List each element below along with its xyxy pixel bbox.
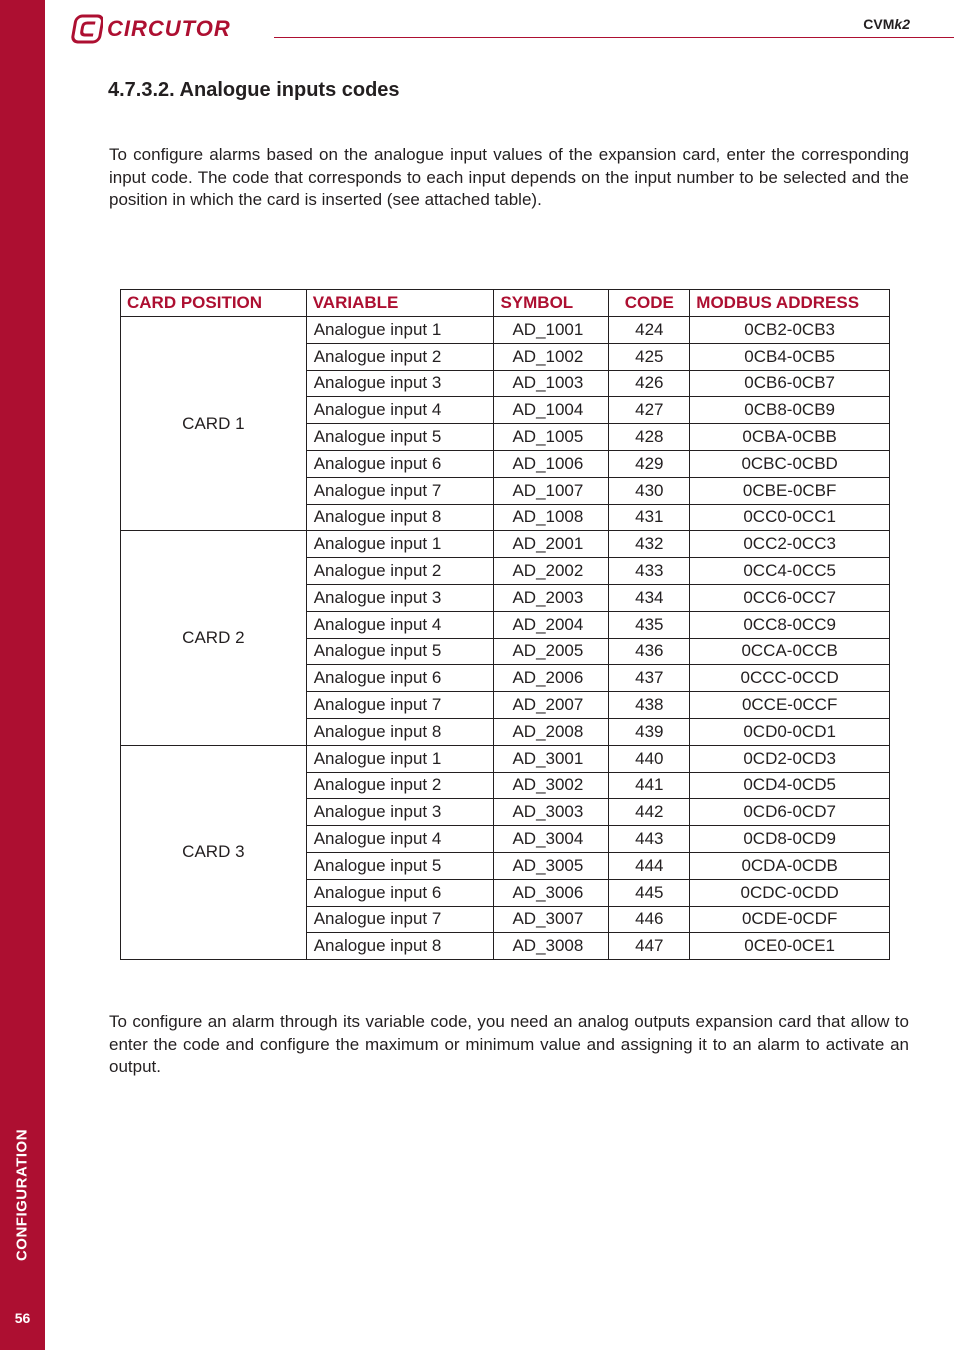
section-label: CONFIGURATION: [13, 1128, 31, 1262]
symbol-cell: AD_3004: [494, 826, 609, 853]
symbol-cell: AD_1001: [494, 317, 609, 344]
sidebar: [0, 0, 45, 1350]
product-name: [863, 16, 910, 32]
code-cell: 429: [609, 450, 690, 477]
code-cell: 447: [609, 933, 690, 960]
code-cell: 439: [609, 718, 690, 745]
analogue-inputs-table: [120, 289, 890, 960]
variable-cell: Analogue input 4: [306, 611, 494, 638]
code-cell: 432: [609, 531, 690, 558]
modbus-address-cell: 0CB6-0CB7: [690, 370, 890, 397]
variable-cell: Analogue input 6: [306, 665, 494, 692]
code-cell: 425: [609, 343, 690, 370]
brand-name: CIRCUTOR: [107, 16, 231, 41]
variable-cell: Analogue input 6: [306, 450, 494, 477]
code-cell: 438: [609, 692, 690, 719]
modbus-address-cell: 0CC2-0CC3: [690, 531, 890, 558]
variable-cell: Analogue input 2: [306, 343, 494, 370]
symbol-cell: AD_3001: [494, 745, 609, 772]
circutor-logo-icon: [71, 13, 103, 45]
header-card-position: CARD POSITION: [121, 290, 307, 317]
header-code: CODE: [609, 290, 690, 317]
modbus-address-cell: 0CD4-0CD5: [690, 772, 890, 799]
table-row: [121, 531, 890, 558]
variable-cell: Analogue input 5: [306, 424, 494, 451]
code-cell: 434: [609, 584, 690, 611]
card-position-cell: CARD 3: [121, 745, 307, 959]
code-cell: 444: [609, 852, 690, 879]
symbol-cell: AD_2008: [494, 718, 609, 745]
symbol-cell: AD_1005: [494, 424, 609, 451]
modbus-address-cell: 0CCC-0CCD: [690, 665, 890, 692]
modbus-address-cell: 0CBA-0CBB: [690, 424, 890, 451]
symbol-cell: AD_2002: [494, 558, 609, 585]
modbus-address-cell: 0CB4-0CB5: [690, 343, 890, 370]
header-rule: [274, 37, 954, 38]
product-prefix: CVM: [863, 16, 895, 32]
code-cell: 437: [609, 665, 690, 692]
variable-cell: Analogue input 1: [306, 745, 494, 772]
code-cell: 431: [609, 504, 690, 531]
product-suffix: k2: [894, 16, 910, 32]
intro-paragraph: To configure alarms based on the analogue input values of the expansion card, enter the corresponding input code. The code that corresponds to each input depends on the input number to be selected and the position in which the card is inserted (see attached table).: [109, 145, 909, 209]
symbol-cell: AD_3006: [494, 879, 609, 906]
modbus-address-cell: 0CBC-0CBD: [690, 450, 890, 477]
modbus-address-cell: 0CB2-0CB3: [690, 317, 890, 344]
symbol-cell: AD_2006: [494, 665, 609, 692]
variable-cell: Analogue input 8: [306, 504, 494, 531]
modbus-address-cell: 0CDA-0CDB: [690, 852, 890, 879]
card-position-cell: CARD 2: [121, 531, 307, 745]
symbol-cell: AD_3003: [494, 799, 609, 826]
symbol-cell: AD_1007: [494, 477, 609, 504]
variable-cell: Analogue input 4: [306, 826, 494, 853]
variable-cell: Analogue input 1: [306, 531, 494, 558]
symbol-cell: AD_1004: [494, 397, 609, 424]
brand-logo: [71, 12, 249, 46]
variable-cell: Analogue input 8: [306, 718, 494, 745]
code-cell: 435: [609, 611, 690, 638]
code-cell: 424: [609, 317, 690, 344]
code-cell: 433: [609, 558, 690, 585]
table-body: [121, 317, 890, 960]
symbol-cell: AD_2001: [494, 531, 609, 558]
variable-cell: Analogue input 7: [306, 477, 494, 504]
variable-cell: Analogue input 5: [306, 852, 494, 879]
variable-cell: Analogue input 3: [306, 799, 494, 826]
section-title: 4.7.3.2. Analogue inputs codes: [108, 79, 400, 101]
variable-cell: Analogue input 2: [306, 558, 494, 585]
code-cell: 440: [609, 745, 690, 772]
variable-cell: Analogue input 2: [306, 772, 494, 799]
header-symbol: SYMBOL: [494, 290, 609, 317]
modbus-address-cell: 0CD0-0CD1: [690, 718, 890, 745]
symbol-cell: AD_2004: [494, 611, 609, 638]
page-number: 56: [14, 1310, 31, 1326]
symbol-cell: AD_3002: [494, 772, 609, 799]
symbol-cell: AD_2005: [494, 638, 609, 665]
variable-cell: Analogue input 7: [306, 692, 494, 719]
table-row: [121, 745, 890, 772]
symbol-cell: AD_2007: [494, 692, 609, 719]
modbus-address-cell: 0CCA-0CCB: [690, 638, 890, 665]
code-cell: 443: [609, 826, 690, 853]
symbol-cell: AD_1008: [494, 504, 609, 531]
symbol-cell: AD_3008: [494, 933, 609, 960]
variable-cell: Analogue input 3: [306, 584, 494, 611]
code-cell: 428: [609, 424, 690, 451]
code-cell: 426: [609, 370, 690, 397]
code-cell: 427: [609, 397, 690, 424]
symbol-cell: AD_2003: [494, 584, 609, 611]
modbus-address-cell: 0CE0-0CE1: [690, 933, 890, 960]
code-cell: 430: [609, 477, 690, 504]
modbus-address-cell: 0CD6-0CD7: [690, 799, 890, 826]
variable-cell: Analogue input 7: [306, 906, 494, 933]
table-header-row: [121, 290, 890, 317]
variable-cell: Analogue input 5: [306, 638, 494, 665]
modbus-address-cell: 0CDE-0CDF: [690, 906, 890, 933]
modbus-address-cell: 0CDC-0CDD: [690, 879, 890, 906]
modbus-address-cell: 0CB8-0CB9: [690, 397, 890, 424]
card-position-cell: CARD 1: [121, 317, 307, 531]
modbus-address-cell: 0CD8-0CD9: [690, 826, 890, 853]
code-cell: 436: [609, 638, 690, 665]
header-variable: VARIABLE: [306, 290, 494, 317]
modbus-address-cell: 0CBE-0CBF: [690, 477, 890, 504]
modbus-address-cell: 0CC8-0CC9: [690, 611, 890, 638]
code-cell: 445: [609, 879, 690, 906]
symbol-cell: AD_1006: [494, 450, 609, 477]
symbol-cell: AD_3007: [494, 906, 609, 933]
symbol-cell: AD_1003: [494, 370, 609, 397]
code-cell: 442: [609, 799, 690, 826]
variable-cell: Analogue input 6: [306, 879, 494, 906]
variable-cell: Analogue input 3: [306, 370, 494, 397]
header-modbus-address: MODBUS ADDRESS: [690, 290, 890, 317]
outro-paragraph: To configure an alarm through its variable code, you need an analog outputs expansion card that allow to enter the code and configure the maximum or minimum value and assigning it to an alarm to activate an output.: [109, 1012, 909, 1076]
symbol-cell: AD_3005: [494, 852, 609, 879]
table-row: [121, 317, 890, 344]
symbol-cell: AD_1002: [494, 343, 609, 370]
code-cell: 446: [609, 906, 690, 933]
code-cell: 441: [609, 772, 690, 799]
modbus-address-cell: 0CC4-0CC5: [690, 558, 890, 585]
modbus-address-cell: 0CD2-0CD3: [690, 745, 890, 772]
modbus-address-cell: 0CCE-0CCF: [690, 692, 890, 719]
variable-cell: Analogue input 1: [306, 317, 494, 344]
variable-cell: Analogue input 8: [306, 933, 494, 960]
variable-cell: Analogue input 4: [306, 397, 494, 424]
modbus-address-cell: 0CC6-0CC7: [690, 584, 890, 611]
modbus-address-cell: 0CC0-0CC1: [690, 504, 890, 531]
